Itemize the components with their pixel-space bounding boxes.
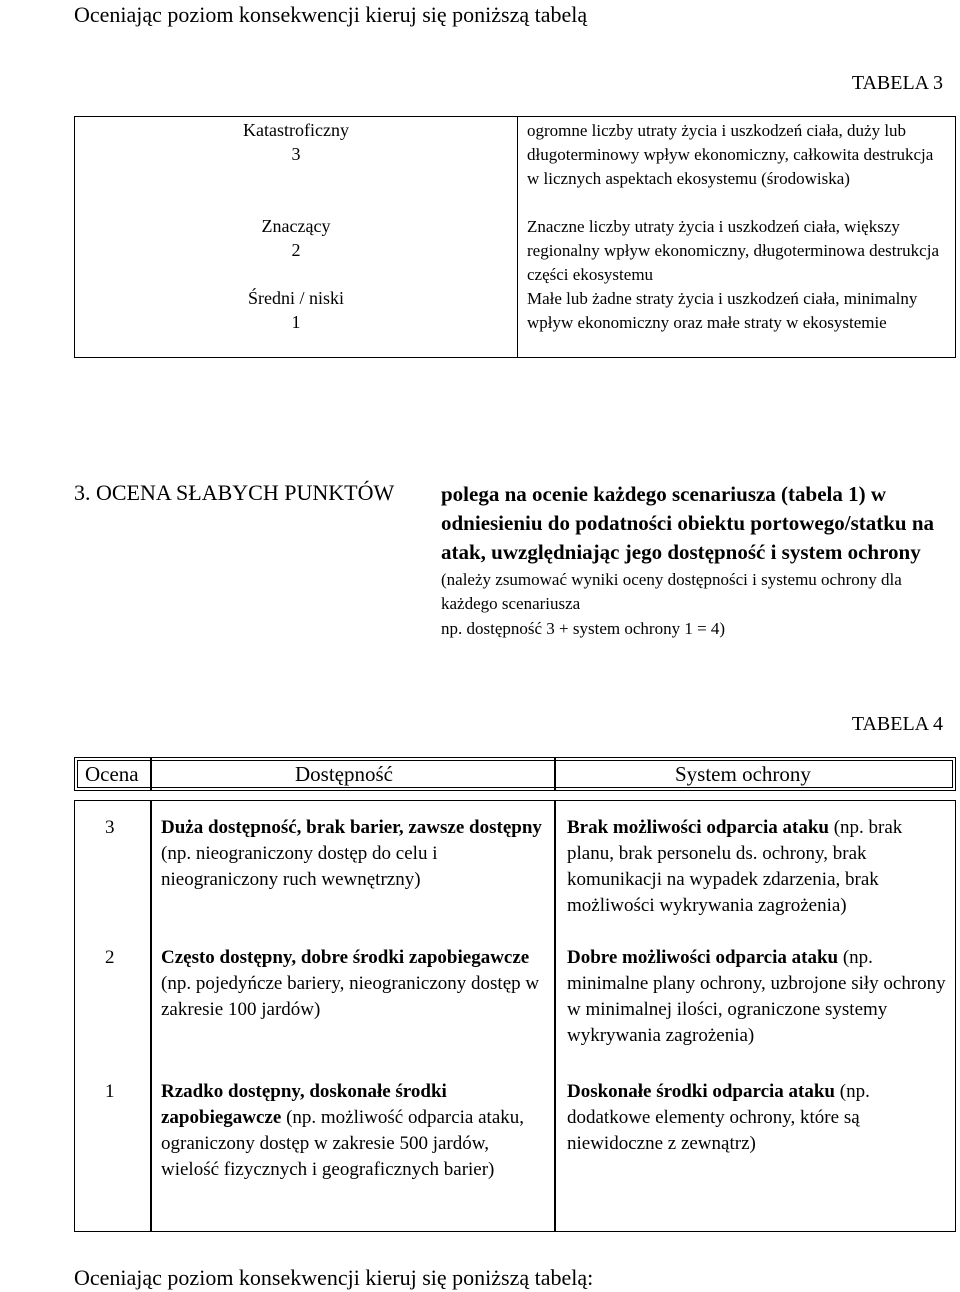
availability-cell: Często dostępny, dobre środki zapobiegawcze (np. pojedyńcze bariery, nieograniczony dostęp w zakresie 100 jardów) — [161, 947, 540, 1020]
protection-cell: Doskonałe środki odparcia ataku (np. dodatkowe elementy ochrony, które są niewidoczne z zewnątrz) — [567, 1081, 870, 1154]
header-protection: System ochrony — [675, 762, 811, 786]
table4-header — [74, 757, 956, 791]
page-heading: Oceniając poziom konsekwencji kieruj się poniższą tabelą — [74, 2, 588, 27]
level-description: Małe lub żadne straty życia i uszkodzeń ciała, minimalny wpływ ekonomiczny oraz małe straty w ekosystemie — [527, 289, 918, 332]
consequence-levels-column — [75, 117, 518, 357]
protection-cell: Brak możliwości odparcia ataku (np. brak planu, brak personelu ds. ochrony, brak komunikacji na wypadek zdarzenia, brak możliwości wykrywania zagrożenia) — [567, 817, 903, 916]
section-note: (należy zsumować wyniki oceny dostępności i systemu ochrony dla każdego scenariusza — [441, 570, 902, 613]
header-availability: Dostępność — [295, 762, 393, 786]
level-name: Znaczący — [261, 216, 331, 236]
level-score: 1 — [291, 312, 301, 332]
section-description — [441, 480, 941, 641]
section-title: 3. OCENA SŁABYCH PUNKTÓW — [74, 480, 395, 505]
availability-cell: Rzadko dostępny, doskonałe środki zapobiegawcze (np. możliwość odparcia ataku, ograniczony dostęp w zakresie 500 jardów, wielość fizycznych i geograficznych barier) — [161, 1081, 525, 1180]
availability-cell: Duża dostępność, brak barier, zawsze dostępny (np. nieograniczony dostęp do celu i nieograniczony ruch wewnętrzny) — [161, 817, 542, 890]
level-score: 2 — [291, 240, 301, 260]
level-description: Znaczne liczby utraty życia i uszkodzeń ciała, większy regionalny wpływ ekonomiczny, długoterminowa destrukcja części ekosystemu — [527, 217, 939, 284]
level-name: Średni / niski — [247, 288, 344, 308]
level-score: 3 — [291, 144, 301, 164]
table3-label: TABELA 3 — [851, 72, 943, 94]
consequence-table — [74, 116, 956, 358]
header-rating: Ocena — [85, 762, 139, 786]
table4-label: TABELA 4 — [851, 713, 943, 735]
vulnerability-table — [74, 800, 956, 1232]
level-name: Katastroficzny — [243, 120, 349, 140]
row-score: 3 — [105, 817, 115, 838]
level-description: ogromne liczby utraty życia i uszkodzeń ciała, duży lub długoterminowy wpływ ekonomiczny, całkowita destrukcja w licznych aspektach ekosystemu (środowiska) — [527, 121, 934, 188]
row-score: 2 — [105, 947, 115, 968]
protection-cell: Dobre możliwości odparcia ataku (np. minimalne plany ochrony, uzbrojone siły ochrony w minimalnej ilości, ograniczone systemy wykrywania zagrożenia) — [567, 947, 946, 1046]
section-description-main: polega na ocenie każdego scenariusza (tabela 1) w odniesieniu do podatności obiektu portowego/statku na atak, uwzględniając jego dostępność i system ochrony — [441, 482, 935, 564]
section-note-example: np. dostępność 3 + system ochrony 1 = 4) — [441, 619, 726, 638]
page-heading-bottom: Oceniając poziom konsekwencji kieruj się poniższą tabelą: — [74, 1265, 594, 1290]
row-score: 1 — [105, 1081, 115, 1102]
